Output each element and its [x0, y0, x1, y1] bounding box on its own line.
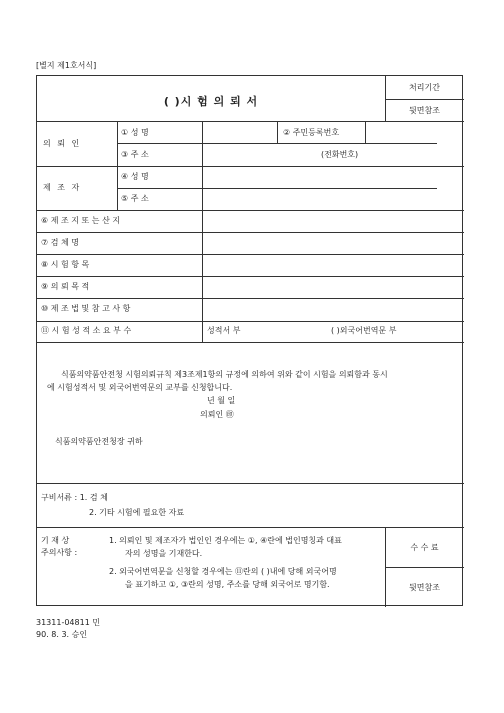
attachments-line-2: 2. 기타 시험에 필요한 자료	[89, 508, 185, 517]
note-2b: 을 표기하고 ①, ③란의 성명, 주소를 당해 외국어로 명기함.	[125, 580, 330, 589]
manufacturing-method-label: ⑩ 제 조 법 및 참 고 사 항	[41, 304, 131, 313]
notes-label-2: 주의사항 :	[41, 548, 78, 557]
requester-name-field[interactable]	[203, 122, 276, 143]
requester-address-label: ③ 주 소	[121, 150, 149, 159]
notes-label-1: 기 재 상	[41, 536, 70, 545]
copies-required-label: ⑪ 시 험 성 적 소 요 부 수	[41, 326, 132, 335]
processing-period-label: 처리기간	[409, 83, 440, 92]
addressee: 식품의약품안전청장 귀하	[55, 437, 143, 446]
test-items-label: ⑧ 시 험 항 목	[41, 260, 90, 269]
test-items-field[interactable]	[203, 255, 463, 276]
fee-value: 뒷면참조	[409, 583, 440, 592]
manufacturer-name-field[interactable]	[203, 167, 436, 188]
manufacturer-label: 제 조 자	[43, 183, 82, 192]
attachments-line-1: 구비서류 : 1. 검 체	[41, 493, 108, 502]
resident-number-label: ② 주민등록번호	[283, 128, 340, 137]
test-request-form	[36, 75, 463, 606]
manufacturer-name-label: ④ 성 명	[121, 172, 149, 181]
sample-name-label: ⑦ 검 체 명	[41, 238, 79, 247]
manufacturer-address-field[interactable]	[203, 189, 436, 210]
processing-period-value: 뒷면참조	[409, 106, 440, 115]
origin-label: ⑥ 제 조 지 또 는 산 지	[41, 216, 121, 225]
form-title: ( )시 험 의 뢰 서	[163, 95, 259, 108]
note-1b: 자의 성명을 기재한다.	[125, 549, 203, 558]
request-purpose-label: ⑨ 의 뢰 목 적	[41, 282, 90, 291]
report-copies-field[interactable]: 성적서 부	[207, 326, 241, 335]
manufacturing-method-field[interactable]	[203, 299, 463, 321]
request-purpose-field[interactable]	[203, 277, 463, 298]
origin-field[interactable]	[203, 211, 463, 232]
note-1a: 1. 의뢰인 및 제조자가 법인인 경우에는 ①, ④란에 법인명칭과 대표	[109, 536, 342, 545]
date-line[interactable]: 년 월 일	[207, 396, 236, 405]
approval-date: 90. 8. 3. 승인	[36, 630, 88, 639]
form-code: 31311-04811 민	[36, 618, 101, 627]
statement-line-1: 식품의약품안전청 시험의뢰규칙 제3조제1항의 규정에 의하여 위와 같이 시험을 의뢰함과 동시	[61, 370, 388, 379]
requester-name-label: ① 성 명	[121, 128, 149, 137]
statement-line-2: 에 시험성적서 및 외국어번역문의 교부를 신청합니다.	[47, 383, 233, 392]
resident-number-field[interactable]	[366, 122, 436, 143]
phone-label: (전화번호)	[321, 150, 359, 159]
fee-label: 수 수 료	[410, 543, 439, 552]
form-number-note: [별지 제1호서식]	[36, 61, 97, 70]
manufacturer-address-label: ⑤ 주 소	[121, 194, 149, 203]
requester-label: 의 뢰 인	[43, 139, 82, 148]
signer-line[interactable]: 의뢰인 ㊞	[200, 410, 234, 419]
foreign-translation-copies-field[interactable]: ( )외국어번역문 부	[331, 326, 397, 335]
sample-name-field[interactable]	[203, 233, 463, 254]
note-2a: 2. 외국어번역문을 신청할 경우에는 ⑪란의 ( )내에 당해 외국어명	[109, 567, 337, 576]
requester-address-field[interactable]	[203, 144, 436, 165]
